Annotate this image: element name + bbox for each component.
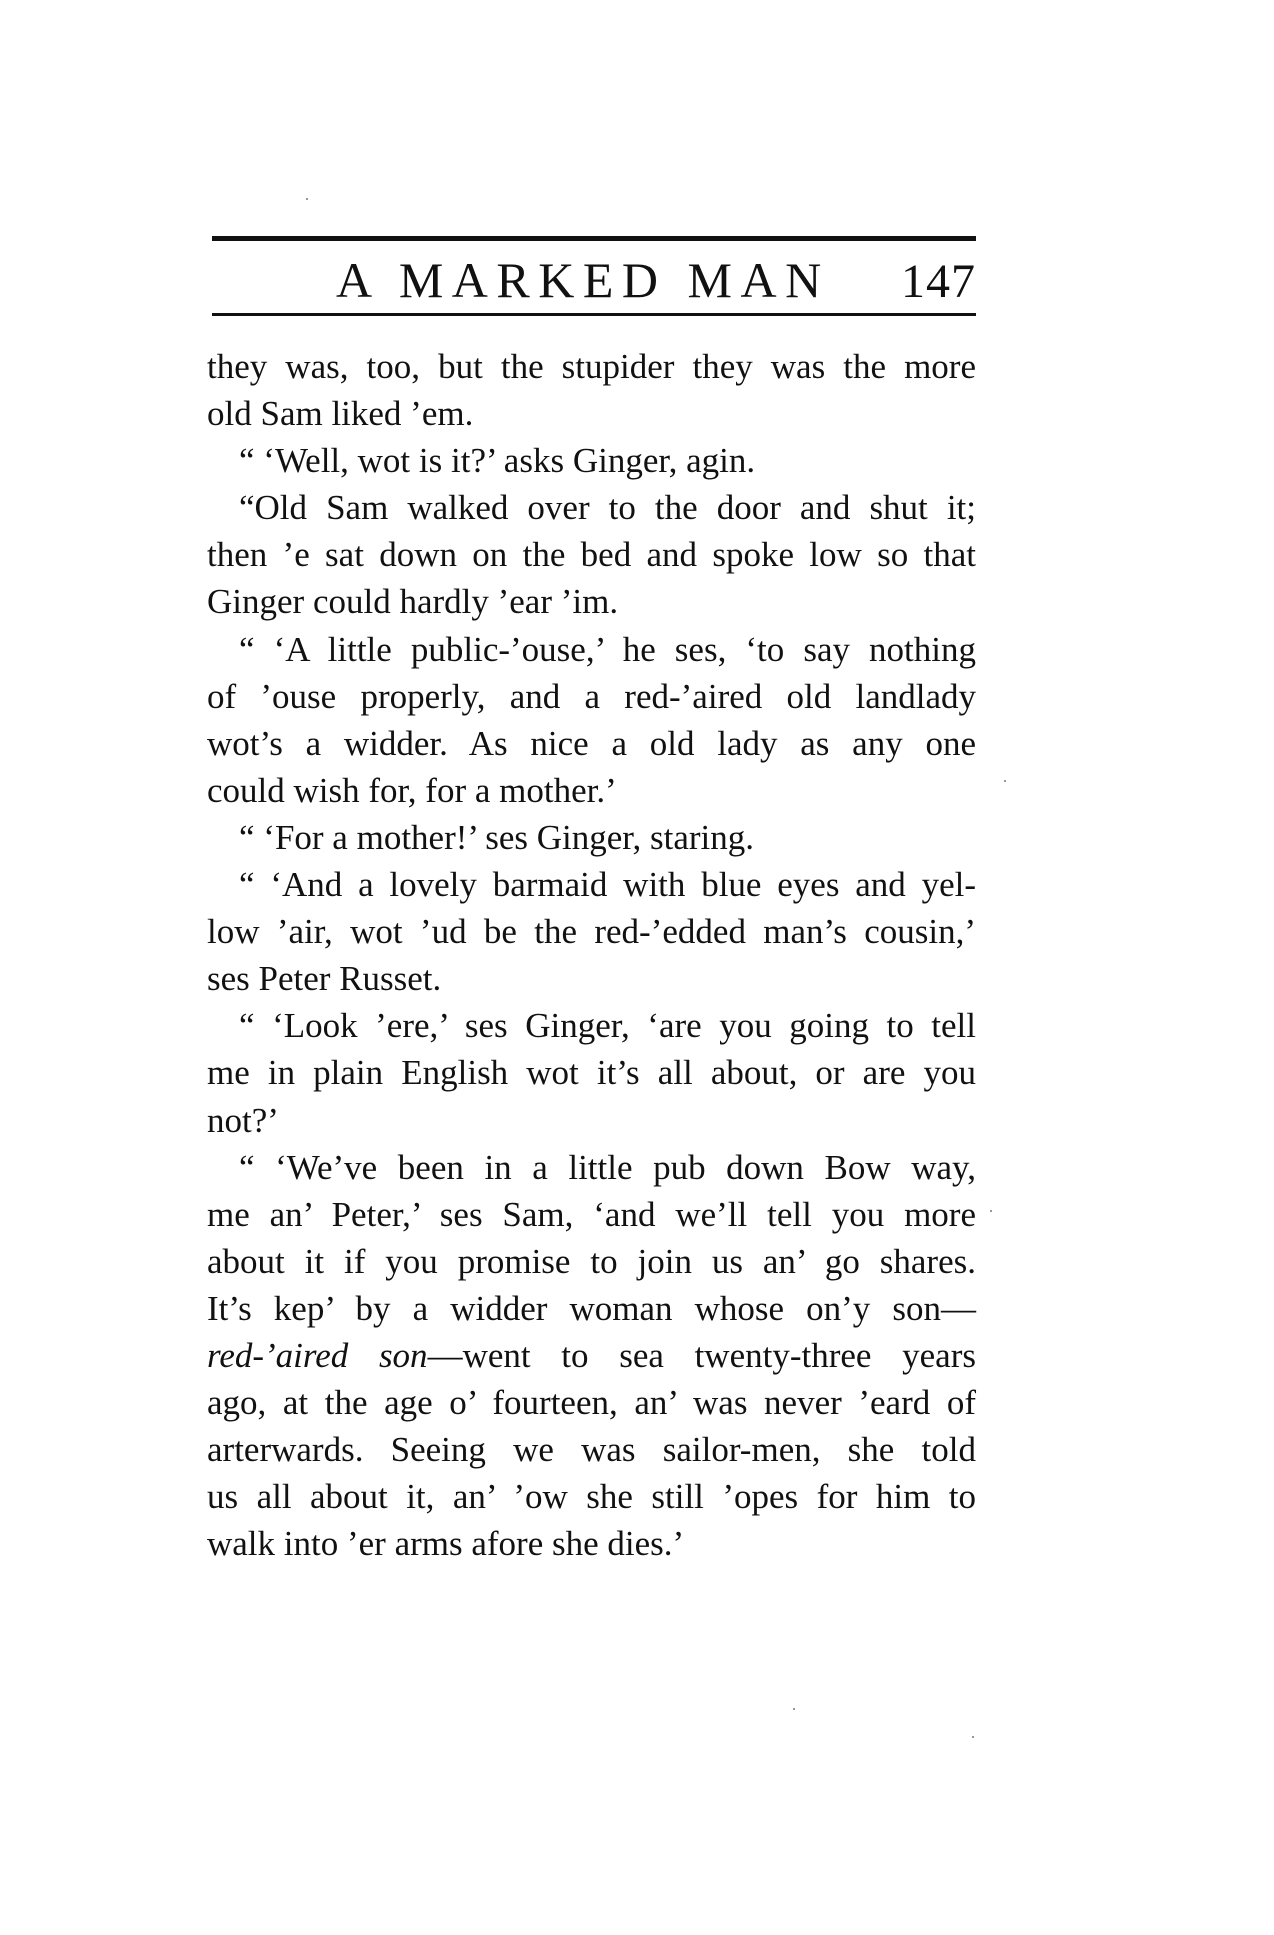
text-line: us all about it, an’ ’ow she still ’opes for him to — [207, 1477, 976, 1517]
text-line: Ginger could hardly ’ear ’im. — [207, 582, 619, 622]
paper-speck — [306, 198, 308, 200]
text-line: could wish for, for a mother.’ — [207, 770, 617, 810]
text-line: ses Peter Russet. — [207, 959, 442, 999]
page-number: 147 — [901, 255, 976, 308]
text-line-mixed — [207, 1332, 976, 1379]
text-line: they was, too, but the stupider they was the more — [207, 347, 976, 386]
paper-speck — [1004, 780, 1006, 782]
text-line: arterwards. Seeing we was sailor-men, she told — [207, 1430, 976, 1470]
text-line: “ ‘Well, wot is it?’ asks Ginger, agin. — [239, 441, 756, 481]
body-text — [207, 343, 976, 1567]
text-line: old Sam liked ’em. — [207, 394, 474, 434]
paper-speck — [990, 1210, 992, 1212]
italic-phrase: red-’aired son — [207, 1335, 428, 1375]
text-line: about it if you promise to join us an’ go shares. — [207, 1241, 976, 1281]
header-bottom-rule — [212, 313, 976, 316]
text-line: It’s kep’ by a widder woman whose on’y son— — [207, 1288, 976, 1328]
text-line: “Old Sam walked over to the door and shut it; — [239, 488, 976, 528]
paper-speck — [972, 1736, 974, 1738]
running-header — [212, 248, 976, 310]
text-line: wot’s a widder. As nice a old lady as any one — [207, 723, 976, 763]
running-title: A MARKED MAN — [336, 252, 830, 308]
text-line: “ ‘A little public-’ouse,’ he ses, ‘to say nothing — [239, 629, 976, 669]
text-line-rest: —went to sea twenty-three years — [427, 1335, 976, 1375]
text-line: ago, at the age o’ fourteen, an’ was never ’eard of — [207, 1383, 976, 1423]
text-line: me in plain English wot it’s all about, or are you — [207, 1053, 976, 1093]
text-line: then ’e sat down on the bed and spoke low so that — [207, 535, 976, 575]
text-line: “ ‘For a mother!’ ses Ginger, staring. — [239, 817, 755, 857]
header-top-rule — [212, 236, 976, 241]
text-line: walk into ’er arms afore she dies.’ — [207, 1524, 685, 1564]
text-line: low ’air, wot ’ud be the red-’edded man’s cousin,’ — [207, 912, 976, 952]
text-line: me an’ Peter,’ ses Sam, ‘and we’ll tell you more — [207, 1194, 976, 1234]
text-line: “ ‘Look ’ere,’ ses Ginger, ‘are you going to tell — [239, 1006, 976, 1046]
text-line: “ ‘We’ve been in a little pub down Bow way, — [239, 1147, 976, 1187]
paper-speck — [793, 1708, 795, 1710]
text-line: of ’ouse properly, and a red-’aired old landlady — [207, 676, 976, 716]
text-line: not?’ — [207, 1100, 279, 1140]
text-line: “ ‘And a lovely barmaid with blue eyes and yel- — [239, 865, 976, 905]
